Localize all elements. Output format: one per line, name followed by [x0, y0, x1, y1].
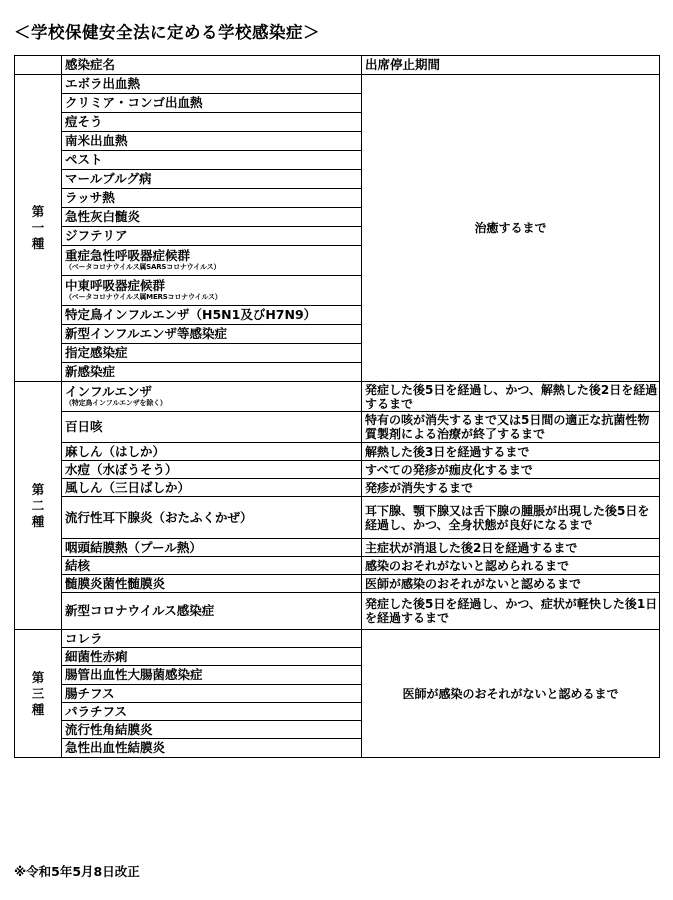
disease-name-cell [62, 739, 362, 758]
disease-name-cell [62, 227, 362, 246]
disease-name: 急性灰白髄炎 [65, 209, 141, 224]
disease-subnote: （ベータコロナウイルス属MERSコロナウイルス） [65, 293, 222, 301]
disease-subnote: （特定鳥インフルエンザを除く） [65, 399, 167, 407]
period-cell: 医師が感染のおそれがないと認めるまで [362, 630, 660, 758]
category-label-char: 二 [31, 497, 45, 513]
category-label-char: 一 [31, 220, 45, 235]
header-name: 感染症名 [62, 56, 362, 75]
disease-name: 風しん（三日ばしか） [65, 479, 191, 495]
disease-name: 南米出血熱 [65, 133, 128, 148]
disease-name-cell [62, 575, 362, 593]
category-label-char: 第 [31, 481, 45, 497]
disease-name: 新感染症 [65, 364, 116, 379]
disease-name-cell [62, 412, 362, 443]
table-row [15, 443, 660, 461]
period-cell: 耳下腺、顎下腺又は舌下腺の腫脹が出現した後5日を経過し、かつ、全身状態が良好になるまで [362, 497, 660, 539]
table-row [15, 497, 660, 539]
period-cell: 感染のおそれがないと認められるまで [362, 557, 660, 575]
disease-name: 腸管出血性大腸菌感染症 [65, 667, 203, 682]
page-title: ＜学校保健安全法に定める学校感染症＞ [14, 23, 320, 42]
disease-name: 痘そう [65, 114, 103, 129]
disease-name-cell [62, 557, 362, 575]
disease-name-cell [62, 344, 362, 363]
table-row [15, 630, 660, 648]
disease-name: 特定鳥インフルエンザ（H5N1及びH7N9） [65, 307, 317, 322]
disease-name: エボラ出血熱 [65, 76, 141, 91]
disease-name-cell [62, 443, 362, 461]
period-cell: 医師が感染のおそれがないと認めるまで [362, 575, 660, 593]
table-row [15, 461, 660, 479]
disease-name-cell [62, 685, 362, 703]
disease-name: 百日咳 [65, 419, 103, 434]
disease-name: 咽頭結膜熱（プール熱） [65, 539, 202, 555]
disease-name: ペスト [65, 152, 103, 167]
disease-name: 腸チフス [65, 685, 115, 701]
disease-name-cell [62, 132, 362, 151]
period-cell: 発症した後5日を経過し、かつ、解熱した後2日を経過するまで [362, 382, 660, 412]
disease-name-cell [62, 189, 362, 208]
period-cell: すべての発疹が痂皮化するまで [362, 461, 660, 479]
table-row [15, 539, 660, 557]
table-row [15, 575, 660, 593]
disease-name: マールブルグ病 [65, 171, 152, 186]
disease-name: 中東呼吸器症候群 [65, 278, 166, 293]
disease-name: 急性出血性結膜炎 [65, 740, 166, 755]
revision-note: ※令和5年5月8日改正 [14, 864, 140, 879]
category-label-char: 三 [31, 685, 45, 701]
table-row [15, 557, 660, 575]
disease-name-cell [62, 703, 362, 721]
header-corner-cell [15, 56, 62, 75]
disease-name: インフルエンザ [65, 384, 153, 399]
disease-subnote: （ベータコロナウイルス属SARSコロナウイルス） [65, 263, 221, 271]
disease-name: コレラ [65, 630, 103, 646]
period-cell: 治癒するまで [362, 75, 660, 382]
disease-name: 重症急性呼吸器症候群 [65, 248, 191, 263]
disease-name-cell [62, 630, 362, 648]
disease-name-cell [62, 497, 362, 539]
disease-name: 指定感染症 [65, 345, 128, 360]
disease-name-cell [62, 306, 362, 325]
category-label-char: 種 [31, 701, 45, 717]
disease-name: 髄膜炎菌性髄膜炎 [65, 575, 166, 591]
header-row [15, 56, 660, 75]
disease-name-cell [62, 382, 362, 412]
disease-name: 水痘（水ぼうそう） [65, 461, 178, 477]
disease-name-cell [62, 151, 362, 170]
category-label-char: 第 [31, 669, 45, 685]
disease-name-cell [62, 479, 362, 497]
table-row [15, 593, 660, 630]
table-row [15, 412, 660, 443]
disease-name: 麻しん（はしか） [65, 443, 166, 459]
table-row [15, 75, 660, 94]
disease-name-cell [62, 170, 362, 189]
disease-name: 流行性耳下腺炎（おたふくかぜ） [65, 509, 253, 525]
disease-name-cell [62, 325, 362, 344]
disease-name: 細菌性赤痢 [65, 648, 128, 664]
period-cell: 発疹が消失するまで [362, 479, 660, 497]
disease-name-cell [62, 113, 362, 132]
period-cell: 発症した後5日を経過し、かつ、症状が軽快した後1日を経過するまで [362, 593, 660, 630]
disease-name-cell [62, 94, 362, 113]
period-cell: 解熱した後3日を経過するまで [362, 443, 660, 461]
infectious-disease-table [14, 55, 660, 758]
disease-name: ジフテリア [65, 228, 128, 243]
disease-name-cell [62, 75, 362, 94]
table-row [15, 479, 660, 497]
disease-name: ラッサ熱 [65, 190, 115, 205]
category-label-char: 種 [31, 236, 45, 251]
disease-name: 新型インフルエンザ等感染症 [65, 326, 228, 341]
disease-name: クリミア・コンゴ出血熱 [65, 95, 203, 110]
disease-name: 新型コロナウイルス感染症 [65, 603, 215, 618]
period-cell: 主症状が消退した後2日を経過するまで [362, 539, 660, 557]
table-row [15, 382, 660, 412]
disease-name-cell [62, 539, 362, 557]
category-cell [15, 382, 62, 630]
category-cell [15, 630, 62, 758]
disease-name-cell [62, 276, 362, 306]
disease-name-cell [62, 666, 362, 685]
disease-name-cell [62, 363, 362, 382]
category-cell [15, 75, 62, 382]
category-label-char: 第 [31, 204, 45, 219]
period-cell: 特有の咳が消失するまで又は5日間の適正な抗菌性物質製剤による治療が終了するまで [362, 412, 660, 443]
disease-name: 流行性角結膜炎 [65, 721, 153, 737]
disease-name: 結核 [65, 557, 91, 573]
table-body [15, 56, 660, 758]
disease-name-cell [62, 461, 362, 479]
disease-name-cell [62, 246, 362, 276]
disease-name-cell [62, 208, 362, 227]
category-label-char: 種 [31, 513, 45, 529]
header-period: 出席停止期間 [362, 56, 660, 75]
disease-name-cell [62, 721, 362, 739]
disease-name-cell [62, 593, 362, 630]
disease-name-cell [62, 648, 362, 666]
disease-name: パラチフス [65, 703, 128, 719]
